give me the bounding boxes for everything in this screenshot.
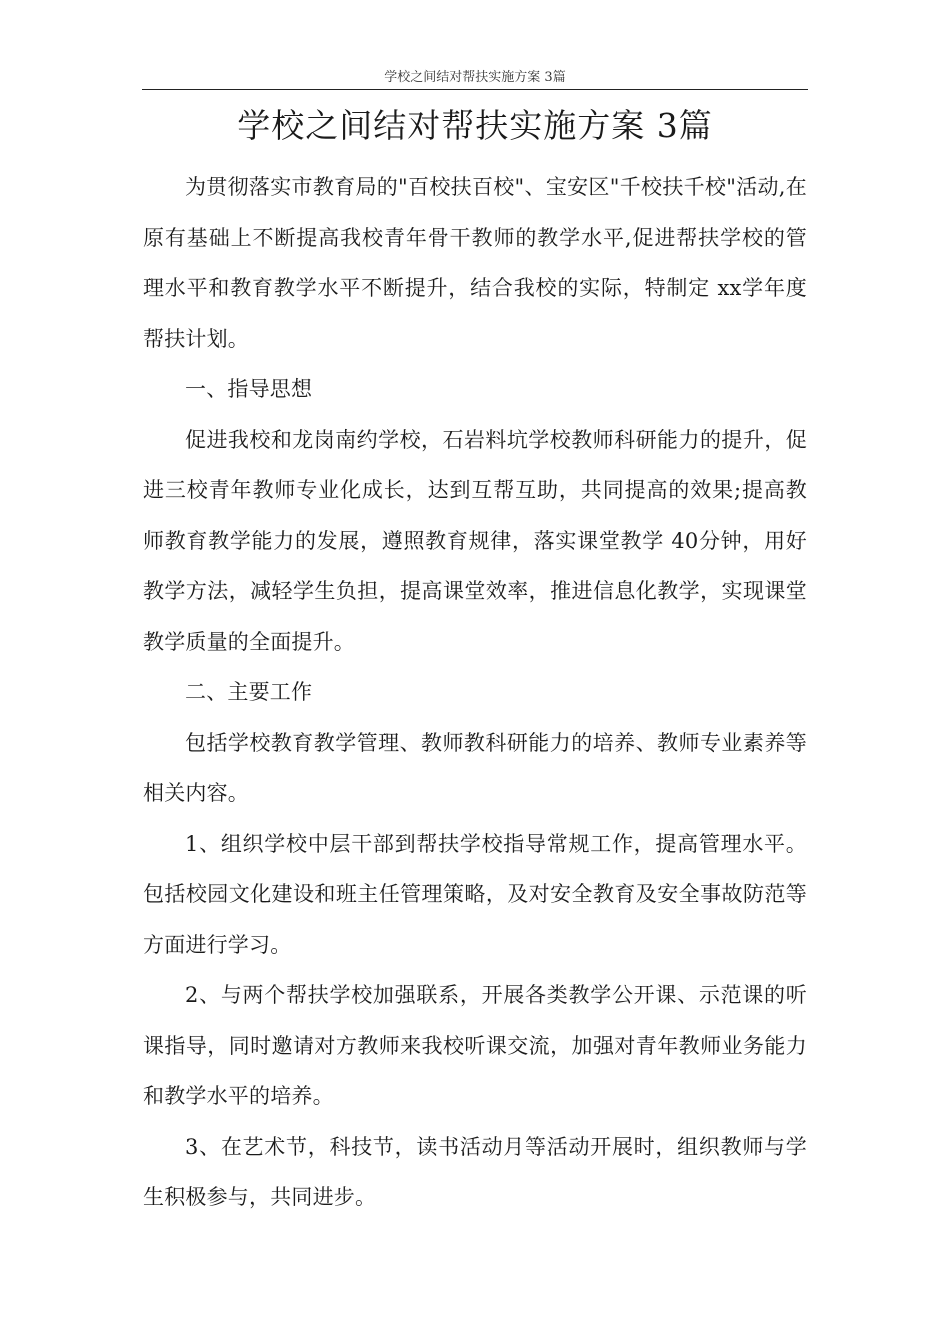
- document-title: 学校之间结对帮扶实施方案 3篇: [237, 106, 713, 145]
- section-heading-main-work: 二、主要工作: [185, 680, 313, 704]
- section-heading-guiding-ideology: 一、指导思想: [185, 377, 313, 401]
- paragraph-main-work: 包括学校教育教学管理、教师教科研能力的培养、教师专业素养等相关内容。: [143, 730, 807, 805]
- document-body: [143, 162, 807, 1223]
- paragraph-intro: 为贯彻落实市教育局的"百校扶百校"、宝安区"千校扶千校"活动,在原有基础上不断提高我校青年骨干教师的教学水平,促进帮扶学校的管理水平和教育教学水平不断提升，结合我校的实际，特制定 xx学年度帮扶计划。: [143, 175, 807, 351]
- list-item-3: 3、在艺术节，科技节，读书活动月等活动开展时，组织教师与学生积极参与，共同进步。: [143, 1134, 807, 1209]
- paragraph-guiding-ideology: 促进我校和龙岗南约学校，石岩料坑学校教师科研能力的提升，促进三校青年教师专业化成长，达到互帮互助，共同提高的效果;提高教师教育教学能力的发展，遵照教育规律，落实课堂教学 40分钟，用好教学方法，减轻学生负担，提高课堂效率，推进信息化教学，实现课堂教学质量的全面提升。: [143, 427, 807, 654]
- list-item-1: 1、组织学校中层干部到帮扶学校指导常规工作，提高管理水平。包括校园文化建设和班主任管理策略，及对安全教育及安全事故防范等方面进行学习。: [143, 831, 807, 957]
- header-rule: [142, 89, 808, 90]
- running-header: 学校之间结对帮扶实施方案 3篇: [384, 70, 566, 85]
- list-item-2: 2、与两个帮扶学校加强联系，开展各类教学公开课、示范课的听课指导，同时邀请对方教师来我校听课交流，加强对青年教师业务能力和教学水平的培养。: [143, 983, 807, 1108]
